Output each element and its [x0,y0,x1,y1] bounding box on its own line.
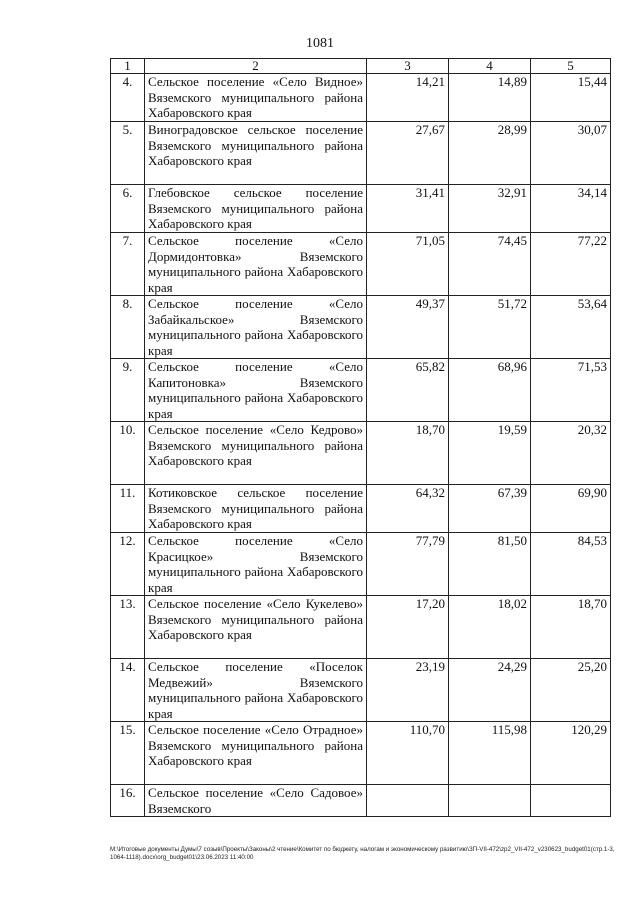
value-col-5: 25,20 [531,659,611,722]
column-header-5: 5 [531,59,611,74]
value-col-3: 31,41 [367,185,449,233]
table-row [111,359,611,422]
value-col-4: 74,45 [449,233,531,296]
table-row [111,659,611,722]
value-col-5: 69,90 [531,485,611,533]
row-number: 9. [111,359,145,422]
value-col-4: 115,98 [449,722,531,785]
value-col-5: 34,14 [531,185,611,233]
value-col-3: 110,70 [367,722,449,785]
value-col-5: 53,64 [531,296,611,359]
settlement-name: Сельское поселение «Село Забайкальское» Вяземского муниципального района Хабаровского края [145,296,367,359]
value-col-5: 15,44 [531,74,611,122]
row-number: 14. [111,659,145,722]
value-col-3: 49,37 [367,296,449,359]
value-col-5: 30,07 [531,122,611,185]
value-col-4: 81,50 [449,533,531,596]
settlement-name: Сельское поселение «Поселок Медвежий» Вяземского муниципального района Хабаровского края [145,659,367,722]
settlement-name: Сельское поселение «Село Капитоновка» Вяземского муниципального района Хабаровского края [145,359,367,422]
table-row [111,533,611,596]
value-col-4: 28,99 [449,122,531,185]
value-col-4: 24,29 [449,659,531,722]
value-col-3: 17,20 [367,596,449,659]
table-row [111,485,611,533]
row-number: 10. [111,422,145,485]
value-col-4 [449,785,531,817]
settlement-name: Сельское поселение «Село Красицкое» Вяземского муниципального района Хабаровского края [145,533,367,596]
row-number: 7. [111,233,145,296]
settlement-name: Сельское поселение «Село Кукелево» Вяземского муниципального района Хабаровского края [145,596,367,659]
table-row [111,122,611,185]
value-col-3 [367,785,449,817]
row-number: 8. [111,296,145,359]
table-row [111,185,611,233]
value-col-5: 71,53 [531,359,611,422]
settlement-name: Виноградовское сельское поселение Вяземского муниципального района Хабаровского края [145,122,367,185]
row-number: 15. [111,722,145,785]
table-row [111,596,611,659]
row-number: 12. [111,533,145,596]
settlement-name: Котиковское сельское поселение Вяземского муниципального района Хабаровского края [145,485,367,533]
value-col-5: 120,29 [531,722,611,785]
value-col-3: 14,21 [367,74,449,122]
value-col-3: 71,05 [367,233,449,296]
value-col-5: 77,22 [531,233,611,296]
value-col-3: 64,32 [367,485,449,533]
value-col-3: 77,79 [367,533,449,596]
row-number: 13. [111,596,145,659]
value-col-4: 67,39 [449,485,531,533]
file-path-footer: М:\Итоговые документы Думы\7 созыв\Проекты\Законы\2 чтение\Комитет по бюджету, налогам и экономическому развитию\ЗП-VII-472\zp2_VII-472_v230623_budget01(стр.1-3, 1064-1118).docx\org_budget01\23.06.2023 11:40:00 [110,846,615,861]
value-col-5 [531,785,611,817]
table-row [111,785,611,817]
budget-table [110,58,611,817]
value-col-4: 68,96 [449,359,531,422]
row-number: 4. [111,74,145,122]
settlement-name: Сельское поселение «Село Дормидонтовка» Вяземского муниципального района Хабаровского края [145,233,367,296]
settlement-name: Глебовское сельское поселение Вяземского муниципального района Хабаровского края [145,185,367,233]
table-row [111,722,611,785]
value-col-3: 65,82 [367,359,449,422]
settlement-name: Сельское поселение «Село Садовое» Вяземского [145,785,367,817]
settlement-name: Сельское поселение «Село Отрадное» Вяземского муниципального района Хабаровского края [145,722,367,785]
row-number: 5. [111,122,145,185]
column-header-1: 1 [111,59,145,74]
settlement-name: Сельское поселение «Село Видное» Вяземского муниципального района Хабаровского края [145,74,367,122]
value-col-5: 20,32 [531,422,611,485]
table-row [111,74,611,122]
value-col-4: 14,89 [449,74,531,122]
value-col-4: 32,91 [449,185,531,233]
table-header-row [111,59,611,74]
column-header-3: 3 [367,59,449,74]
value-col-3: 23,19 [367,659,449,722]
column-header-4: 4 [449,59,531,74]
value-col-3: 18,70 [367,422,449,485]
value-col-5: 18,70 [531,596,611,659]
table-row [111,233,611,296]
table-body [111,74,611,817]
column-header-2: 2 [145,59,367,74]
row-number: 11. [111,485,145,533]
settlement-name: Сельское поселение «Село Кедрово» Вяземского муниципального района Хабаровского края [145,422,367,485]
row-number: 6. [111,185,145,233]
value-col-4: 19,59 [449,422,531,485]
value-col-3: 27,67 [367,122,449,185]
page-number: 1081 [306,36,334,51]
table-row [111,296,611,359]
value-col-4: 51,72 [449,296,531,359]
value-col-5: 84,53 [531,533,611,596]
row-number: 16. [111,785,145,817]
table-row [111,422,611,485]
value-col-4: 18,02 [449,596,531,659]
